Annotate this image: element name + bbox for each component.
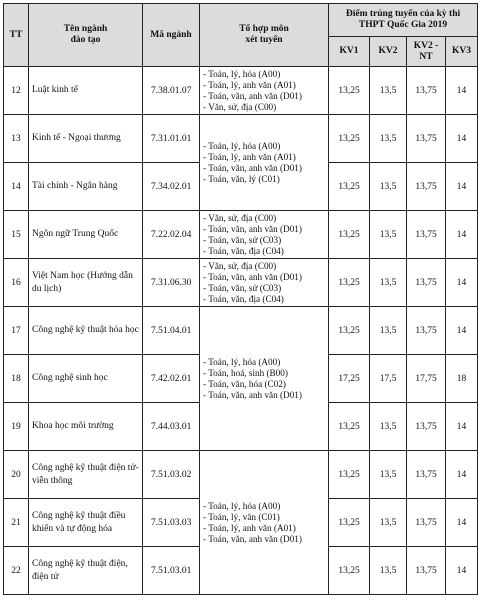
cell-tt: 12 — [4, 67, 29, 115]
combo-item: - Văn, sử, địa (C00) — [203, 101, 277, 112]
cell-code: 7.22.02.04 — [143, 211, 200, 259]
combo-item: - Toán, lý, hóa (A00) — [203, 68, 281, 79]
cell-major: Luật kinh tế — [29, 67, 143, 115]
cell-combo — [200, 259, 329, 307]
cell-combo — [200, 67, 329, 115]
cell-kv1: 13,25 — [329, 403, 370, 451]
cell-combo — [200, 451, 329, 595]
header-kv1: KV1 — [329, 37, 370, 67]
header-kv2: KV2 — [370, 37, 407, 67]
cell-code: 7.44.03.01 — [143, 403, 200, 451]
cell-major: Khoa học môi trường — [29, 403, 143, 451]
cell-code: 7.38.01.07 — [143, 67, 200, 115]
cell-tt: 22 — [4, 547, 29, 595]
cell-major: Kinh tế - Ngoại thương — [29, 115, 143, 163]
combo-item: - Toán, lý, hóa (A00) — [203, 140, 281, 151]
cell-kv2nt: 13,75 — [407, 307, 446, 355]
cell-kv3: 14 — [446, 115, 478, 163]
combo-item: - Toán, văn, sử (C03) — [203, 282, 282, 293]
cell-kv2nt: 13,75 — [407, 163, 446, 211]
cell-kv2nt: 13,75 — [407, 115, 446, 163]
cell-tt: 16 — [4, 259, 29, 307]
cell-kv2: 17,5 — [370, 355, 407, 403]
combo-item: - Toán, văn, anh văn (D01) — [203, 271, 302, 282]
combo-item: - Văn, sử, địa (C00) — [203, 212, 277, 223]
cell-kv2nt: 17,75 — [407, 355, 446, 403]
header-major: Tên ngành đào tạo — [29, 4, 143, 67]
combo-item: - Toán, lý, anh văn (A01) — [203, 79, 296, 90]
cell-kv3: 14 — [446, 163, 478, 211]
cell-kv3: 14 — [446, 499, 478, 547]
cell-tt: 19 — [4, 403, 29, 451]
combo-item: - Toán, văn, địa (C04) — [203, 293, 284, 304]
cell-major: Công nghệ sinh học — [29, 355, 143, 403]
cell-kv3: 14 — [446, 67, 478, 115]
cell-code: 7.51.03.03 — [143, 499, 200, 547]
combo-item: - Toán, lý, hóa (A00) — [203, 500, 281, 511]
combo-item: - Toán, văn, anh văn (D01) — [203, 533, 302, 544]
cell-major: Công nghệ kỹ thuật hóa học — [29, 307, 143, 355]
cell-kv1: 13,25 — [329, 547, 370, 595]
table-row — [4, 67, 478, 115]
cell-kv1: 13,25 — [329, 163, 370, 211]
cell-kv3: 14 — [446, 451, 478, 499]
cell-kv2: 13,5 — [370, 67, 407, 115]
cell-kv2: 13,5 — [370, 211, 407, 259]
table-row — [4, 211, 478, 259]
admission-score-table — [3, 3, 478, 595]
cell-kv2nt: 13,75 — [407, 499, 446, 547]
cell-kv1: 13,25 — [329, 499, 370, 547]
cell-kv2nt: 13,75 — [407, 403, 446, 451]
cell-combo — [200, 307, 329, 451]
cell-tt: 14 — [4, 163, 29, 211]
cell-kv3: 14 — [446, 259, 478, 307]
cell-kv2: 13,5 — [370, 451, 407, 499]
cell-tt: 17 — [4, 307, 29, 355]
combo-item: - Toán, văn, anh văn (D01) — [203, 90, 302, 101]
cell-major: Công nghệ kỹ thuật điện, điện tử — [29, 547, 143, 595]
cell-kv1: 13,25 — [329, 211, 370, 259]
header-tt: TT — [4, 4, 29, 67]
header-code: Mã ngành — [143, 4, 200, 67]
cell-code: 7.51.04.01 — [143, 307, 200, 355]
cell-code: 7.31.01.01 — [143, 115, 200, 163]
cell-kv3: 14 — [446, 403, 478, 451]
combo-item: - Toán, hoá, sinh (B00) — [203, 367, 288, 378]
table-row — [4, 259, 478, 307]
combo-item: - Toán, lý, anh văn (A01) — [203, 522, 296, 533]
cell-kv2nt: 13,75 — [407, 67, 446, 115]
header-combo: Tổ hợp môn xét tuyển — [200, 4, 329, 67]
cell-kv2: 13,5 — [370, 403, 407, 451]
cell-kv2nt: 13,75 — [407, 451, 446, 499]
combo-item: - Văn, sử, địa (C00) — [203, 260, 277, 271]
cell-kv3: 14 — [446, 307, 478, 355]
cell-kv1: 13,25 — [329, 259, 370, 307]
cell-kv2: 13,5 — [370, 547, 407, 595]
cell-major: Việt Nam học (Hướng dẫn du lịch) — [29, 259, 143, 307]
cell-tt: 15 — [4, 211, 29, 259]
cell-major: Ngôn ngữ Trung Quốc — [29, 211, 143, 259]
combo-item: - Toán, văn, lý (C01) — [203, 173, 280, 184]
combo-item: - Toán, lý, văn (C01) — [203, 511, 280, 522]
combo-item: - Toán, văn, hóa (C02) — [203, 378, 286, 389]
combo-item: - Toán, lý, anh văn (A01) — [203, 151, 296, 162]
cell-code: 7.51.03.02 — [143, 451, 200, 499]
cell-kv3: 18 — [446, 355, 478, 403]
table-row — [4, 115, 478, 163]
cell-tt: 20 — [4, 451, 29, 499]
combo-item: - Toán, văn, sử (C03) — [203, 234, 282, 245]
cell-kv2: 13,5 — [370, 307, 407, 355]
header-score-group: Điểm trúng tuyển của kỳ thi THPT Quốc Gia 2019 — [329, 4, 478, 37]
cell-code: 7.34.02.01 — [143, 163, 200, 211]
combo-item: - Toán, văn, anh văn (D01) — [203, 389, 302, 400]
cell-kv1: 17,25 — [329, 355, 370, 403]
cell-kv2: 13,5 — [370, 259, 407, 307]
cell-code: 7.31.06.30 — [143, 259, 200, 307]
cell-major: Công nghệ kỹ thuật điều khiển và tự động hóa — [29, 499, 143, 547]
cell-kv2nt: 13,75 — [407, 211, 446, 259]
cell-tt: 13 — [4, 115, 29, 163]
cell-tt: 21 — [4, 499, 29, 547]
cell-combo — [200, 211, 329, 259]
table-row — [4, 307, 478, 355]
header-kv2nt: KV2 - NT — [407, 37, 446, 67]
cell-kv3: 14 — [446, 547, 478, 595]
cell-kv3: 14 — [446, 211, 478, 259]
table-row — [4, 451, 478, 499]
cell-kv2: 13,5 — [370, 499, 407, 547]
combo-item: - Toán, văn, anh văn (D01) — [203, 223, 302, 234]
cell-kv2nt: 13,75 — [407, 547, 446, 595]
cell-kv1: 13,25 — [329, 67, 370, 115]
cell-code: 7.51.03.01 — [143, 547, 200, 595]
cell-combo — [200, 115, 329, 211]
cell-major: Công nghệ kỹ thuật điện tử- viễn thông — [29, 451, 143, 499]
combo-item: - Toán, văn, anh văn (D01) — [203, 162, 302, 173]
cell-tt: 18 — [4, 355, 29, 403]
cell-kv1: 13,25 — [329, 307, 370, 355]
cell-code: 7.42.02.01 — [143, 355, 200, 403]
cell-kv2: 13,5 — [370, 163, 407, 211]
cell-kv2nt: 13,75 — [407, 259, 446, 307]
header-kv3: KV3 — [446, 37, 478, 67]
combo-item: - Toán, lý, hóa (A00) — [203, 356, 281, 367]
cell-kv1: 13,25 — [329, 451, 370, 499]
combo-item: - Toán, văn, địa (C04) — [203, 245, 284, 256]
cell-kv2: 13,5 — [370, 115, 407, 163]
cell-kv1: 13,25 — [329, 115, 370, 163]
cell-major: Tài chính - Ngân hàng — [29, 163, 143, 211]
